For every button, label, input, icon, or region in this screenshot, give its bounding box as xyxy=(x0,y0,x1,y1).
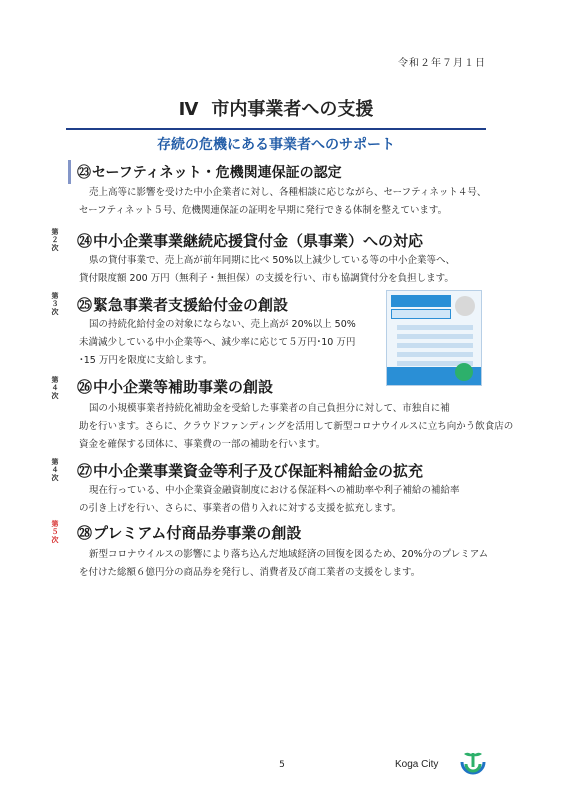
section-24-title: ㉔中小企業事業継続応援貸付金（県事業）への対応 xyxy=(77,232,424,250)
section-25-badge: 第３次 xyxy=(51,292,59,316)
section-25-title: ㉕緊急事業者支援給付金の創設 xyxy=(77,296,289,314)
koga-city-logo-icon xyxy=(458,748,488,778)
section-27-badge: 第４次 xyxy=(51,458,59,482)
chapter-heading xyxy=(66,92,486,130)
section-accent-bar xyxy=(68,160,71,184)
section-23-body: 売上高等に影響を受けた中小企業者に対し、各種相談に応じながら、セーフティネット４号、 セーフティネット５号、危機関連保証の証明を早期に発行できる体制を整えています。 xyxy=(79,187,487,216)
section-28-title: ㉘プレミアム付商品券事業の創設 xyxy=(77,524,302,542)
subsidy-flyer-image xyxy=(386,290,482,386)
section-26-title: ㉖中小企業等補助事業の創設 xyxy=(77,378,274,396)
section-24-badge: 第２次 xyxy=(51,228,59,252)
page-subtitle: 存続の危機にある事業者へのサポート xyxy=(157,137,395,153)
section-24-body: 県の貸付事業で、売上高が前年同期に比べ 50%以上減少している等の中小企業等へ、 貸付限度額 200 万円（無利子・無担保）の支援を行い、市も協調貸付分を負担します。 xyxy=(79,255,455,284)
mascot-icon xyxy=(455,363,473,381)
chapter-number: Ⅳ xyxy=(178,99,200,120)
section-27-title: ㉗中小企業事業資金等利子及び保証料補給金の拡充 xyxy=(77,462,424,480)
chapter-title: 市内事業者への支援 xyxy=(211,99,374,120)
document-date: 令和２年７月１日 xyxy=(398,58,486,69)
city-brand-text: Koga City xyxy=(395,759,439,770)
section-26-badge: 第４次 xyxy=(51,376,59,400)
section-28-badge: 第５次 xyxy=(51,520,59,544)
page-number: 5 xyxy=(279,760,285,770)
section-26-body: 国の小規模事業者持続化補助金を受給した事業者の自己負担分に対して、市独自に補 助を行います。さらに、クラウドファンディングを活用して新型コロナウイルスに立ち向かう飲食店の 資金を確保する団体に、事業費の一部の補助を行います。 xyxy=(79,403,514,450)
section-28-body: 新型コロナウイルスの影響により落ち込んだ地域経済の回復を図るため、20%分のプレミアム を付けた総額６億円分の商品券を発行し、消費者及び商工業者の支援をします。 xyxy=(79,549,489,578)
section-27-body: 現在行っている、中小企業資金融資制度における保証料への補助率や利子補給の補給率 の引き上げを行い、さらに、事業者の借り入れに対する支援を拡充します。 xyxy=(79,485,460,514)
section-25-body: 国の持続化給付金の対象にならない、売上高が 20%以上 50% 未満減少している中小企業等へ、減少率に応じて５万円･10 万円 ･15 万円を限度に支給します。 xyxy=(79,319,356,366)
section-23-title: ㉓セーフティネット・危機関連保証の認定 xyxy=(77,165,342,181)
